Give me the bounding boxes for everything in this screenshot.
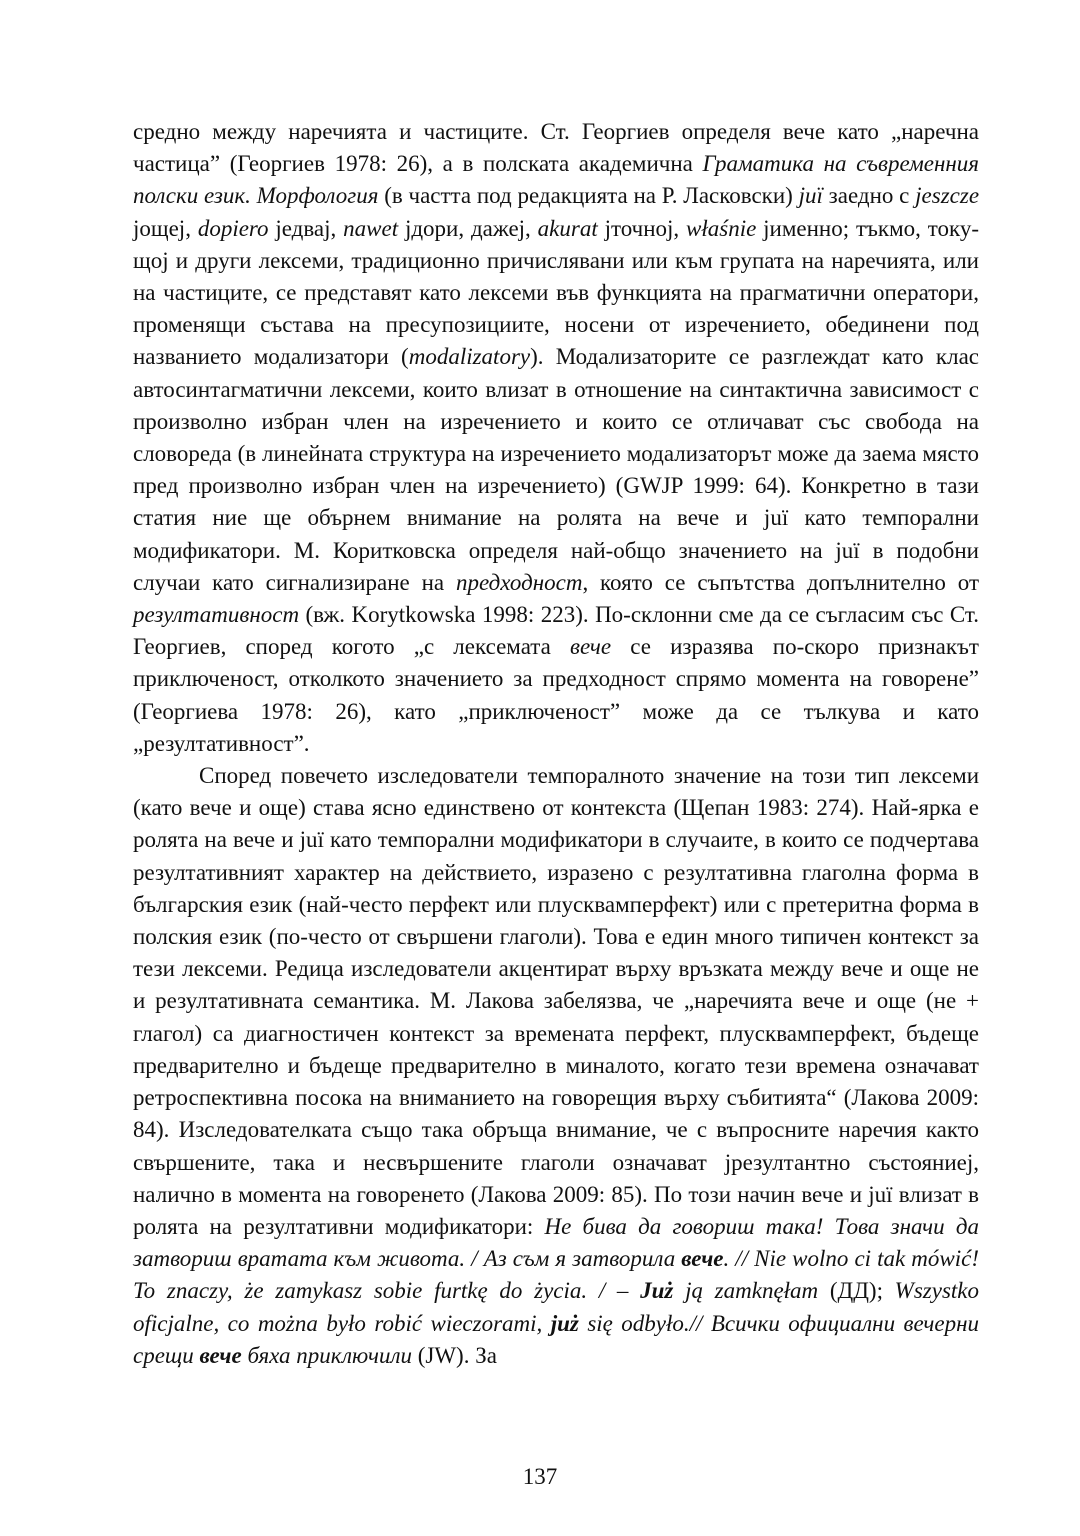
text-run: (ДД); [818, 1278, 895, 1304]
italic-term: вече [570, 634, 612, 660]
text-run: jименно; тъкмо, току-щоj и други лексеми, традиционно причислявани или към групата на наречията, или на частиците, се представят като лексеми във функцията на прагматични оператори, променящи състава на пресупозициите, носени от изречението, обединени под названието модализатори ( [133, 215, 980, 370]
italic-term: właśnie [686, 215, 757, 241]
text-run: (вж. Korytkowska 1998: 223). По-склонни сме да се съгласим със Ст. Георгиев, според когото „с лексемата [133, 602, 979, 660]
text-run: jдори, дажеj, [398, 215, 538, 241]
text-run: се изразява по-скоро признакът приключеност, отколкото значението за предходност спрямо момента на говорене” (Георгиева 1978: 26), като „приключеност” може да се тълкува и като „резултативност”. [133, 634, 979, 756]
text-run: (в частта под редакцията на Р. Ласковски) [378, 183, 799, 209]
paragraph-1 [133, 116, 979, 760]
italic-term: резултативност [133, 602, 300, 628]
bold-italic-keyword: вече [681, 1246, 724, 1272]
text-run: заедно с [822, 183, 916, 209]
bold-italic-keyword: już [550, 1310, 579, 1336]
italic-example: ją zamknęłam [673, 1278, 819, 1304]
text-run: , която се съпътства допълнително от [582, 569, 979, 595]
italic-book-title: Граматика на съвременния полски език. Морфология [133, 151, 979, 209]
italic-term: akurat [537, 215, 598, 241]
italic-example: . // Nie wolno ci tak mówić! To znaczy, że zamykasz sobie furtkę do życia. / – [133, 1246, 979, 1304]
italic-term: modalizatory [408, 344, 531, 370]
italic-term: juї [798, 183, 823, 209]
bold-italic-keyword: вече [199, 1342, 242, 1368]
text-run: ). Модализаторите се разглеждат като клас автосинтагматични лексеми, които влизат в отношение на синтактична зависимост с произволно избран член на изречението и които се отличават със свобода на словореда (в линейната структура на изречението модализаторът може да заема място пред произволно избран член на изречението) (GWJP 1999: 64). Конкретно в тази статия ние ще обърнем внимание на ролята на вече и juї като темпорални модификатори. М. Коритковска определя най-общо значението на juї в подобни случаи като сигнализиране на [133, 344, 980, 595]
text-run: jощеj, [133, 215, 198, 241]
italic-term: предходност [455, 569, 583, 595]
text-run: (JW). За [411, 1342, 497, 1368]
text-run: jточноj, [597, 215, 687, 241]
bold-italic-keyword: Już [640, 1278, 674, 1304]
italic-example: бяха приключили [241, 1342, 412, 1368]
italic-example: Wszystko oficjalne, co można było robić wieczorami, [133, 1278, 979, 1336]
italic-example: się odbyło.// Всички официални вечерни срещи [133, 1310, 979, 1368]
text-run: средно между наречията и частиците. Ст. Георгиев определя вече като „наречна частица” (Георгиев 1978: 26), а в полската академична [133, 119, 979, 177]
page-number: 137 [522, 1464, 558, 1489]
text-run: jедвај, [268, 215, 344, 241]
italic-example: Не бива да говориш така! Това значи да затвориш вратата към живота. / Аз съм я затворила [133, 1213, 979, 1272]
italic-term: dopiero [197, 215, 269, 241]
page-body [133, 116, 979, 1372]
italic-term: jeszcze [915, 183, 980, 209]
italic-term: nawet [343, 215, 399, 241]
text-run: Според повечето изследователи темпоралното значение на този тип лексеми (като вече и още) става ясно единствено от контекста (Щепан 1983: 274). Най-ярка е ролята на вече и juї като темпорални модификатори в случаите, в които се подчертава резултативният характер на действието, изразено с резултативна глаголна форма в българския език (най-често перфект или плусквамперфект) или с претеритна форма в полския език (по-често от свършени глаголи). Това е един много типичен контекст за тези лексеми. Редица изследователи акцентират върху връзката между вече и още не и резултативната семантика. М. Лакова забелязва, че „наречията вече и още (не + глагол) са диагностичен контекст за времената перфект, плусквамперфект, бъдеще предварително и бъдеще предварително в миналото, когато тези времена означават ретроспективна посока на вниманието на говорещия върху събитията“ (Лакова 2009: 84). Изследователката също така обръща внимание, че с въпросните наречия както свършените, така и несвършените глаголи означават jрезултантно състояниеj, налично в момента на говоренето (Лакова 2009: 85). По този начин вече и juї влизат в ролята на резултативни модификатори: [133, 763, 979, 1239]
paragraph-2 [133, 760, 979, 1372]
